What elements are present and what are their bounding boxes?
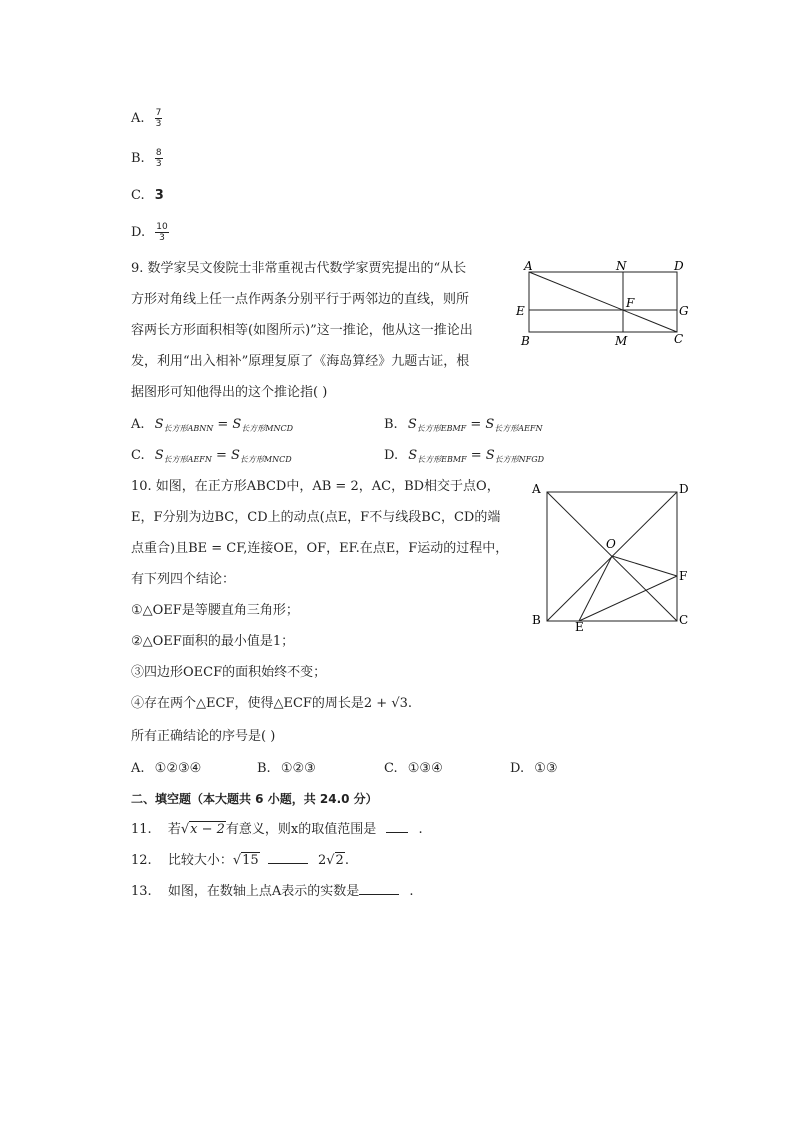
answer-blank[interactable] bbox=[386, 832, 408, 833]
symbol-s: S bbox=[154, 448, 164, 463]
answer-blank[interactable] bbox=[268, 863, 308, 864]
option-label: C. bbox=[131, 448, 145, 463]
subscript: 长方形EBMF bbox=[416, 424, 467, 433]
label-a: A bbox=[524, 259, 533, 273]
q9-line-4: 发，利用“出入相补”原理复原了《海岛算经》九题古证，根 bbox=[131, 354, 470, 369]
radicand: x − 2 bbox=[190, 822, 225, 837]
q8-option-c bbox=[131, 187, 164, 205]
q13-text: 如图，在数轴上点A表示的实数是 bbox=[167, 884, 360, 899]
label-c: C bbox=[679, 613, 689, 627]
q9-option-a bbox=[131, 416, 293, 438]
subscript: 长方形MNCD bbox=[241, 424, 294, 433]
segment-oe bbox=[579, 556, 612, 621]
section-2-title: 二、填空题（本大题共 6 小题，共 24.0 分） bbox=[131, 792, 378, 806]
q8-option-a bbox=[131, 108, 162, 129]
q10-conclusion-4: ④存在两个△ECF，使得△ECF的周长是2 + √3. bbox=[131, 696, 413, 711]
q10-line-2: E，F分别为边BC，CD上的动点(点E，F不与线段BC，CD的端 bbox=[131, 510, 501, 525]
option-label: B. bbox=[257, 761, 271, 776]
subscript: 长方形AEFN bbox=[494, 424, 543, 433]
answer-blank[interactable] bbox=[359, 894, 399, 895]
q9-line-5: 据图形可知他得出的这个推论指( ) bbox=[131, 385, 328, 400]
label-c: C bbox=[674, 332, 684, 346]
question-number: 13. bbox=[131, 884, 152, 899]
q10-option-a bbox=[131, 760, 201, 778]
equals: = bbox=[211, 448, 232, 463]
label-f: F bbox=[626, 296, 635, 310]
q9-option-d bbox=[384, 447, 544, 469]
q9-figure bbox=[512, 258, 692, 348]
subscript: 长方形AEFN bbox=[163, 455, 212, 464]
option-label: C. bbox=[384, 761, 398, 776]
symbol-s: S bbox=[231, 448, 240, 463]
symbol-s: S bbox=[154, 417, 164, 432]
label-n: N bbox=[616, 259, 627, 273]
label-d: D bbox=[674, 259, 684, 273]
option-text: ①③ bbox=[534, 761, 558, 776]
label-a: A bbox=[532, 482, 541, 496]
fraction bbox=[155, 108, 163, 129]
q8-option-d bbox=[131, 222, 169, 243]
q13-end: . bbox=[409, 884, 414, 899]
q12: 12. 比较大小：√15 2√2. bbox=[131, 853, 349, 868]
q9-line-3: 容两长方形面积相等(如图所示)”这一推论，他从这一推论出 bbox=[131, 323, 473, 338]
option-label: D. bbox=[384, 448, 399, 463]
q10-line-1: 10. 如图，在正方形ABCD中，AB = 2，AC，BD相交于点O， bbox=[131, 479, 500, 494]
symbol-s: S bbox=[408, 448, 418, 463]
equals: = bbox=[466, 448, 486, 463]
q10-figure bbox=[528, 478, 698, 634]
denominator: 3 bbox=[155, 159, 162, 169]
q11-end: . bbox=[418, 822, 423, 837]
symbol-s: S bbox=[485, 417, 495, 432]
q10-conclusion-3: ③四边形OECF的面积始终不变； bbox=[131, 665, 327, 680]
subscript: 长方形ABNN bbox=[163, 424, 214, 433]
label-m: M bbox=[615, 334, 628, 348]
option-text: ①②③ bbox=[280, 761, 316, 776]
equals: = bbox=[466, 417, 486, 432]
radicand: 15 bbox=[242, 853, 259, 868]
option-label: B. bbox=[131, 151, 145, 166]
q10-option-d bbox=[510, 760, 558, 778]
equals: = bbox=[213, 417, 233, 432]
option-text: ①②③④ bbox=[154, 761, 202, 776]
option-label: B. bbox=[384, 417, 398, 432]
symbol-s: S bbox=[407, 417, 417, 432]
radicand: 2 bbox=[335, 853, 344, 868]
coefficient: 2 bbox=[317, 853, 327, 868]
option-label: C. bbox=[131, 188, 145, 203]
q13 bbox=[131, 883, 414, 901]
option-label: A. bbox=[131, 417, 145, 432]
fraction bbox=[155, 222, 168, 243]
q8-option-b bbox=[131, 148, 163, 169]
label-d: D bbox=[679, 482, 689, 496]
option-label: D. bbox=[131, 225, 146, 240]
q10-option-b bbox=[257, 760, 316, 778]
label-o: O bbox=[606, 537, 616, 551]
q12-pre: 比较大小： bbox=[167, 853, 233, 868]
subscript: 长方形EBMF bbox=[417, 455, 467, 464]
denominator: 3 bbox=[155, 119, 162, 129]
label-f: F bbox=[679, 569, 688, 583]
q12-end: . bbox=[344, 853, 349, 868]
label-g: G bbox=[679, 304, 689, 318]
subscript: 长方形NFGD bbox=[494, 455, 545, 464]
symbol-s: S bbox=[232, 417, 242, 432]
fraction bbox=[155, 148, 163, 169]
q9-option-c bbox=[131, 447, 292, 469]
numerator: 10 bbox=[156, 222, 168, 232]
label-b: B bbox=[532, 613, 541, 627]
q9-line-1: 9. 数学家吴文俊院士非常重视古代数学家贾宪提出的“从长 bbox=[131, 261, 467, 276]
option-text: ①③④ bbox=[407, 761, 443, 776]
q9-option-b bbox=[384, 416, 542, 438]
numerator: 8 bbox=[155, 148, 162, 158]
q11-pre: 若 bbox=[167, 822, 181, 837]
q10-option-c bbox=[384, 760, 443, 778]
option-label: A. bbox=[131, 761, 145, 776]
symbol-s: S bbox=[485, 448, 495, 463]
q10-conclusion-2: ②△OEF面积的最小值是1； bbox=[131, 634, 295, 649]
q10-line-3: 点重合)且BE = CF,连接OE，OF，EF.在点E，F运动的过程中， bbox=[131, 541, 509, 556]
q10-conclusion-1: ①△OEF是等腰直角三角形； bbox=[131, 603, 299, 618]
subscript: 长方形MNCD bbox=[239, 455, 292, 464]
q10-line-4: 有下列四个结论： bbox=[131, 572, 236, 587]
q10-question: 所有正确结论的序号是( ) bbox=[131, 729, 276, 744]
option-value: 3 bbox=[154, 188, 164, 203]
label-e: E bbox=[575, 620, 584, 634]
option-label: D. bbox=[510, 761, 525, 776]
denominator: 3 bbox=[159, 233, 165, 243]
numerator: 7 bbox=[155, 108, 162, 118]
question-number: 11. bbox=[131, 822, 152, 837]
diagonal-ac bbox=[529, 272, 677, 332]
option-label: A. bbox=[131, 111, 145, 126]
question-number: 12. bbox=[131, 853, 152, 868]
q11: 11. 若√x − 2有意义，则x的取值范围是 . bbox=[131, 822, 423, 837]
q11-post: 有意义，则x的取值范围是 bbox=[225, 822, 377, 837]
label-b: B bbox=[521, 334, 530, 348]
label-e: E bbox=[516, 304, 525, 318]
q9-line-2: 方形对角线上任一点作两条分别平行于两邻边的直线，则所 bbox=[131, 292, 470, 307]
segment-ef bbox=[579, 576, 677, 621]
